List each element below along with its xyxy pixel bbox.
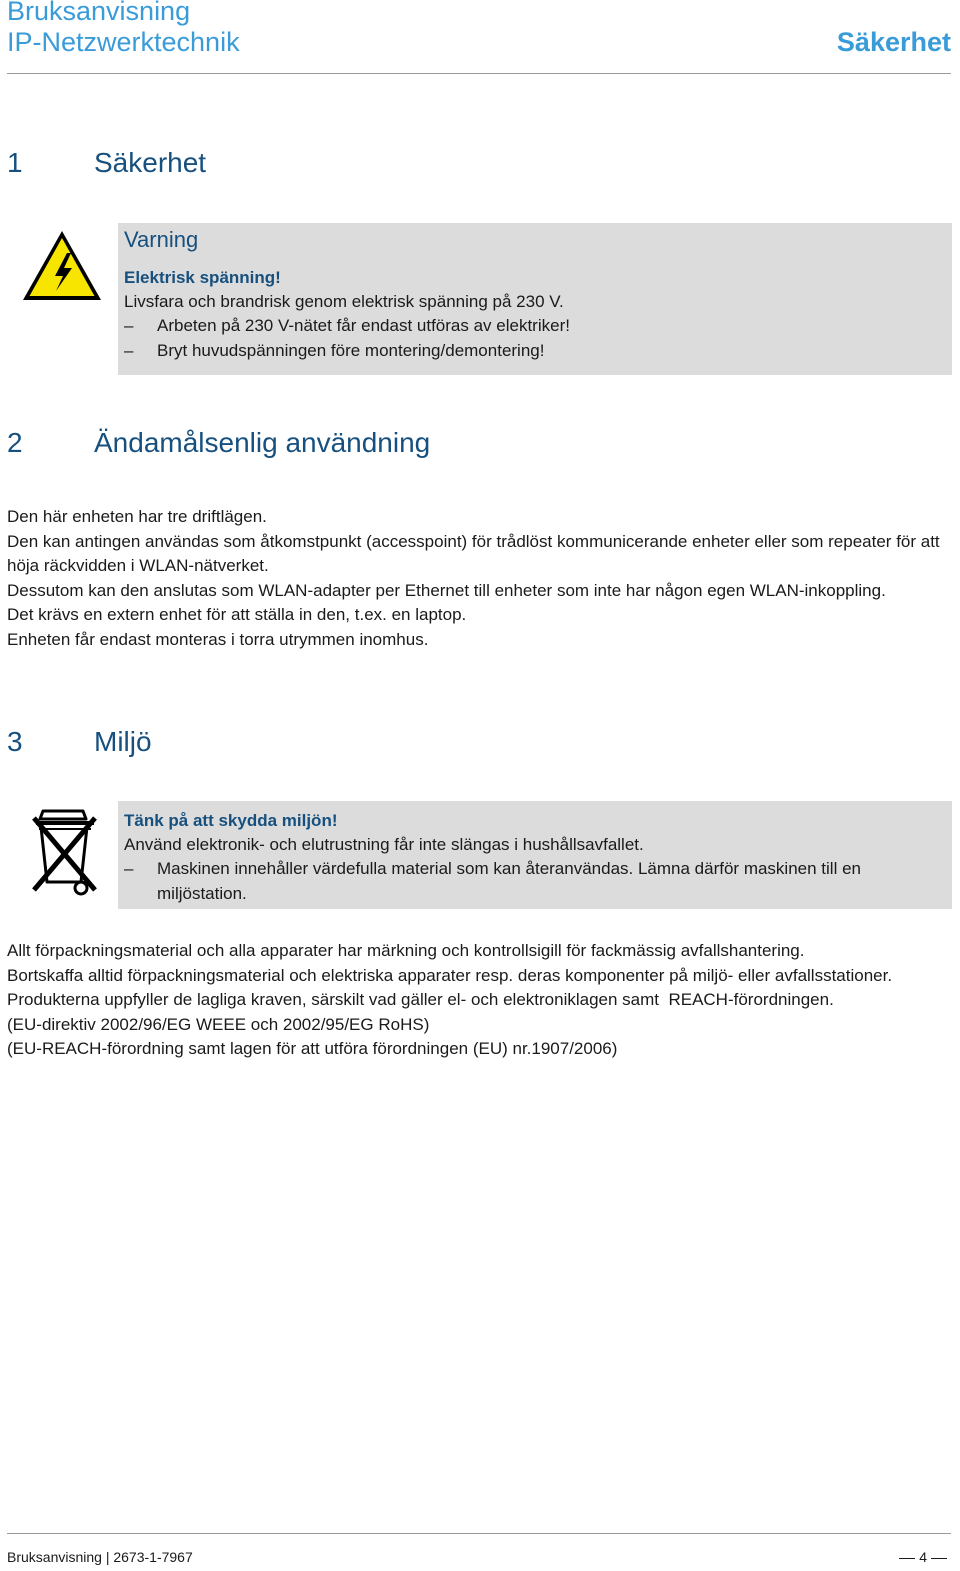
section-title: Ändamålsenlig användning bbox=[94, 427, 431, 458]
header-title-line1: Bruksanvisning bbox=[7, 0, 191, 26]
header-divider bbox=[7, 73, 951, 74]
paragraph: Det krävs en extern enhet för att ställa in den, t.ex. en laptop. bbox=[7, 605, 467, 624]
paragraph: Bortskaffa alltid förpackningsmaterial och elektriska apparater resp. deras komponenter på miljö- eller avfallsstationer. bbox=[7, 965, 893, 985]
running-header-title bbox=[7, 0, 240, 58]
warning-subheading: Elektrisk spänning! bbox=[124, 268, 281, 287]
section-number: 3 bbox=[7, 726, 23, 757]
paragraph: Enheten får endast monteras i torra utrymmen inomhus. bbox=[7, 629, 429, 649]
paragraph: Dessutom kan den anslutas som WLAN-adapter per Ethernet till enheter som inte har någon egen WLAN-inkoppling. bbox=[7, 580, 886, 600]
header-title-line2: IP-Netzwerktechnik bbox=[7, 27, 240, 57]
paragraph: Allt förpackningsmaterial och alla apparater har märkning och kontrollsigill för fackmässig avfallshantering. bbox=[7, 941, 805, 960]
page-number: 4 bbox=[919, 1549, 927, 1565]
warning-box bbox=[118, 223, 952, 375]
footer-document-id: Bruksanvisning | 2673-1-7967 bbox=[7, 1549, 193, 1565]
section-title: Miljö bbox=[94, 726, 152, 757]
page-dash-left bbox=[899, 1558, 915, 1559]
environment-box bbox=[118, 801, 952, 909]
warning-bullet: Bryt huvudspänningen före montering/demontering! bbox=[157, 341, 545, 360]
section-number: 1 bbox=[7, 147, 23, 178]
paragraph: Produkterna uppfyller de lagliga kraven, särskilt vad gäller el- och elektroniklagen samt REACH-förordningen. bbox=[7, 990, 834, 1009]
warning-text: Livsfara och brandrisk genom elektrisk spänning på 230 V. bbox=[124, 292, 564, 311]
paragraph: (EU-REACH-förordning samt lagen för att utföra förordningen (EU) nr.1907/2006) bbox=[7, 1039, 618, 1058]
bullet-dash: – bbox=[124, 859, 134, 878]
crossed-bin-icon bbox=[29, 808, 101, 903]
bullet-dash: – bbox=[124, 316, 134, 335]
environment-subheading: Tänk på att skydda miljön! bbox=[124, 811, 338, 830]
paragraph: Den kan antingen användas som åtkomstpunkt (accesspoint) för trådlöst kommunicerande enheter eller som repeater för att höja räckvidden i WLAN-nätverket. bbox=[7, 531, 940, 575]
environment-text-block bbox=[7, 939, 947, 1062]
environment-text: Använd elektronik- och elutrustning får inte slängas i hushållsavfallet. bbox=[124, 835, 644, 854]
paragraph: (EU-direktiv 2002/96/EG WEEE och 2002/95/EG RoHS) bbox=[7, 1014, 430, 1034]
environment-bullet: Maskinen innehåller värdefulla material som kan återanvändas. Lämna därför maskinen till en miljöstation. bbox=[157, 859, 861, 903]
header-section-name: Säkerhet bbox=[836, 27, 951, 57]
bullet-dash: – bbox=[124, 341, 134, 360]
footer-divider bbox=[7, 1533, 951, 1534]
footer-page-number bbox=[895, 1549, 951, 1565]
usage-text bbox=[7, 505, 947, 652]
warning-heading: Varning bbox=[124, 227, 199, 252]
section-number: 2 bbox=[7, 427, 23, 458]
section-title: Säkerhet bbox=[94, 147, 207, 178]
paragraph: Den här enheten har tre driftlägen. bbox=[7, 507, 267, 526]
electric-hazard-icon bbox=[20, 228, 104, 309]
page-dash-right bbox=[931, 1558, 947, 1559]
warning-bullet: Arbeten på 230 V-nätet får endast utföras av elektriker! bbox=[157, 316, 570, 335]
